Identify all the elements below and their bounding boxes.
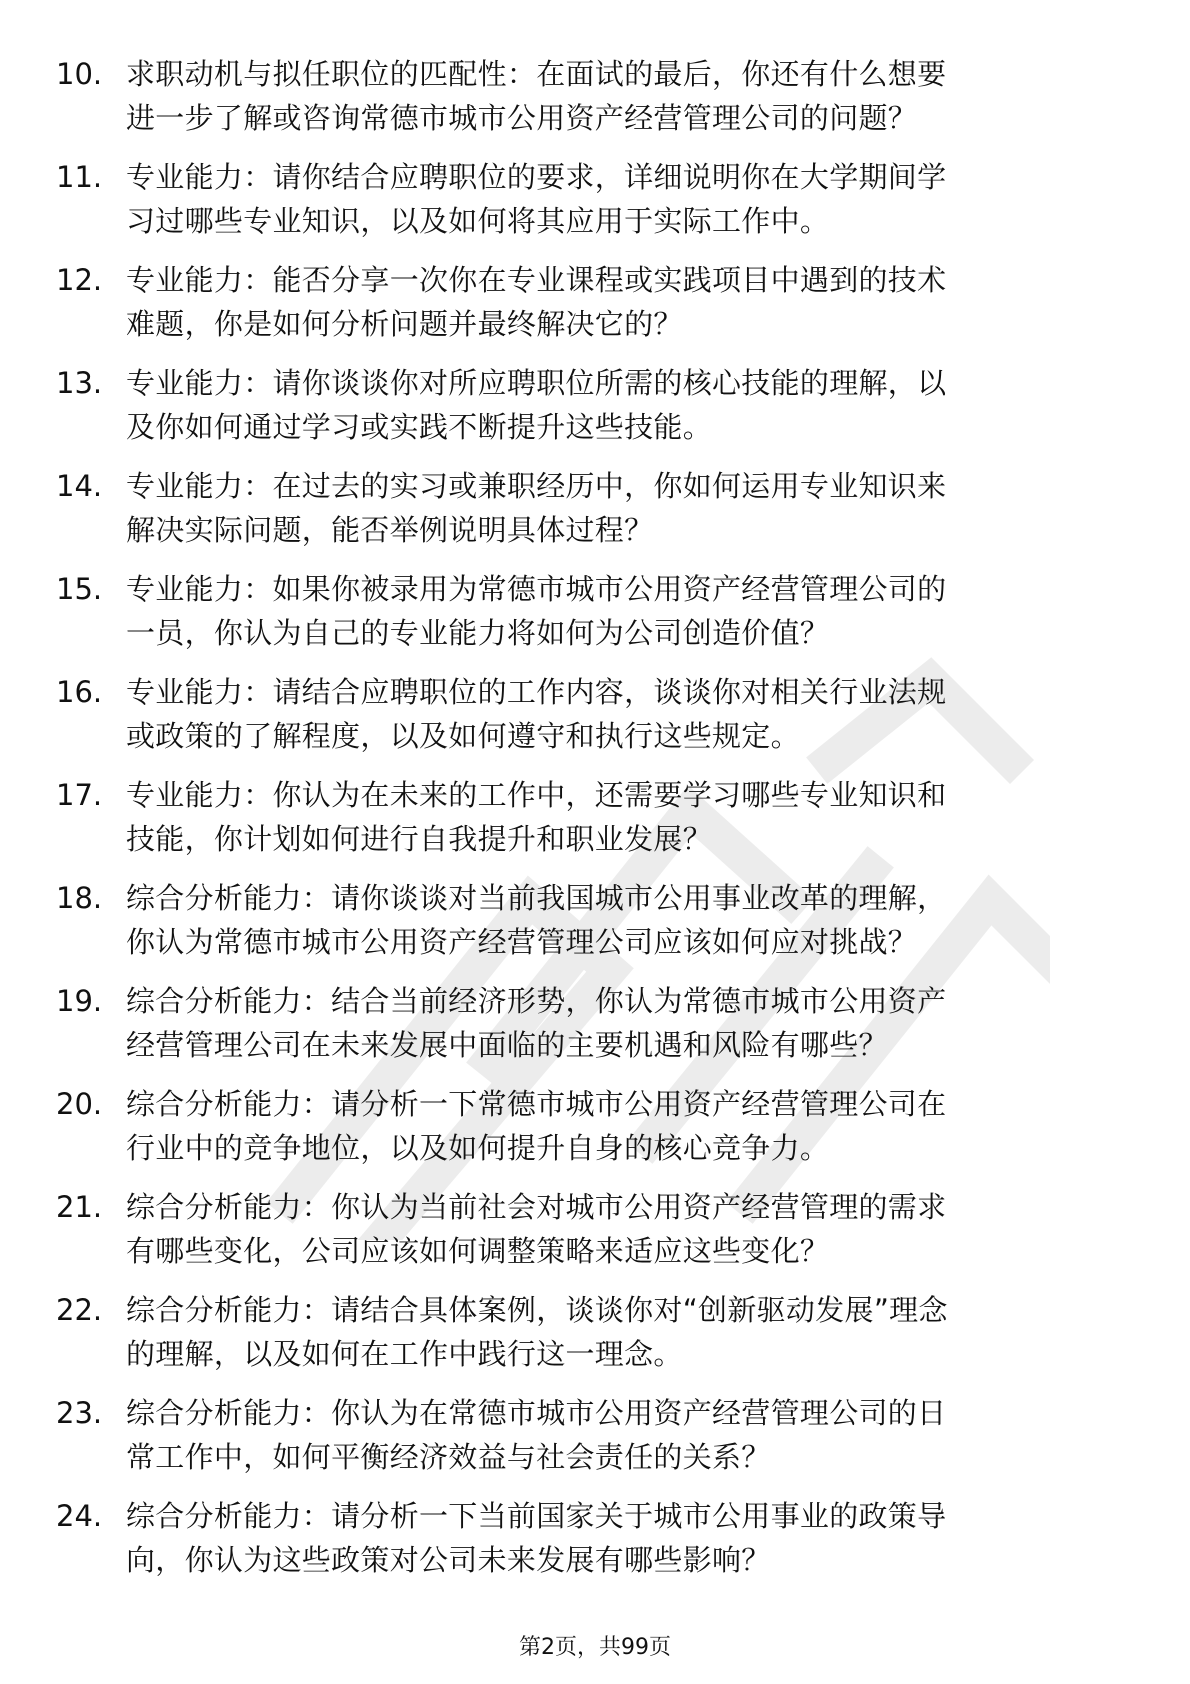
question-item	[56, 979, 1136, 1082]
question-number: 13.	[56, 366, 103, 400]
question-item	[56, 670, 1136, 773]
question-text: 综合分析能力：你认为在常德市城市公用资产经营管理公司的日 常工作中，如何平衡经济效益与社会责任的关系？	[126, 1396, 947, 1474]
question-text: 综合分析能力：你认为当前社会对城市公用资产经营管理的需求 有哪些变化，公司应该如何调整策略来适应这些变化？	[126, 1190, 947, 1268]
question-item	[56, 876, 1136, 979]
question-text: 专业能力：请你谈谈你对所应聘职位所需的核心技能的理解，以 及你如何通过学习或实践不断提升这些技能。	[126, 366, 947, 444]
question-text: 综合分析能力：结合当前经济形势，你认为常德市城市公用资产 经营管理公司在未来发展中面临的主要机遇和风险有哪些？	[126, 984, 947, 1062]
question-item	[56, 1391, 1136, 1494]
question-item	[56, 464, 1136, 567]
question-number: 11.	[56, 160, 103, 194]
question-item	[56, 1494, 1136, 1597]
question-item	[56, 155, 1136, 258]
question-number: 15.	[56, 572, 103, 606]
question-number: 14.	[56, 469, 103, 503]
question-item	[56, 52, 1136, 155]
question-item	[56, 258, 1136, 361]
page-number-label: 第2页，共99页	[519, 1635, 671, 1660]
question-number: 21.	[56, 1190, 103, 1224]
question-number: 12.	[56, 263, 103, 297]
question-list	[56, 52, 1136, 1597]
question-text: 专业能力：请结合应聘职位的工作内容，谈谈你对相关行业法规 或政策的了解程度，以及如何遵守和执行这些规定。	[126, 675, 947, 753]
question-item	[56, 1082, 1136, 1185]
page-footer	[0, 1630, 1190, 1661]
question-number: 10.	[56, 57, 103, 91]
question-number: 16.	[56, 675, 103, 709]
question-text: 综合分析能力：请分析一下常德市城市公用资产经营管理公司在 行业中的竞争地位，以及如何提升自身的核心竞争力。	[126, 1087, 947, 1165]
question-text: 综合分析能力：请分析一下当前国家关于城市公用事业的政策导 向，你认为这些政策对公司未来发展有哪些影响？	[126, 1499, 947, 1577]
question-number: 17.	[56, 778, 103, 812]
question-item	[56, 567, 1136, 670]
question-item	[56, 361, 1136, 464]
question-item	[56, 1288, 1136, 1391]
question-text: 求职动机与拟任职位的匹配性：在面试的最后，你还有什么想要 进一步了解或咨询常德市城市公用资产经营管理公司的问题？	[126, 57, 947, 135]
question-text: 专业能力：请你结合应聘职位的要求，详细说明你在大学期间学 习过哪些专业知识，以及如何将其应用于实际工作中。	[126, 160, 947, 238]
question-item	[56, 773, 1136, 876]
question-item	[56, 1185, 1136, 1288]
question-text: 综合分析能力：请你谈谈对当前我国城市公用事业改革的理解， 你认为常德市城市公用资产经营管理公司应该如何应对挑战？	[126, 881, 947, 959]
question-text: 专业能力：在过去的实习或兼职经历中，你如何运用专业知识来 解决实际问题，能否举例说明具体过程？	[126, 469, 947, 547]
question-number: 20.	[56, 1087, 103, 1121]
question-text: 专业能力：你认为在未来的工作中，还需要学习哪些专业知识和 技能，你计划如何进行自我提升和职业发展？	[126, 778, 947, 856]
question-number: 24.	[56, 1499, 103, 1533]
question-number: 22.	[56, 1293, 103, 1327]
question-number: 18.	[56, 881, 103, 915]
question-text: 专业能力：如果你被录用为常德市城市公用资产经营管理公司的 一员，你认为自己的专业能力将如何为公司创造价值？	[126, 572, 947, 650]
question-text: 专业能力：能否分享一次你在专业课程或实践项目中遇到的技术 难题，你是如何分析问题并最终解决它的？	[126, 263, 947, 341]
question-text: 综合分析能力：请结合具体案例，谈谈你对“创新驱动发展”理念 的理解，以及如何在工作中践行这一理念。	[126, 1293, 948, 1371]
question-number: 23.	[56, 1396, 103, 1430]
question-number: 19.	[56, 984, 103, 1018]
